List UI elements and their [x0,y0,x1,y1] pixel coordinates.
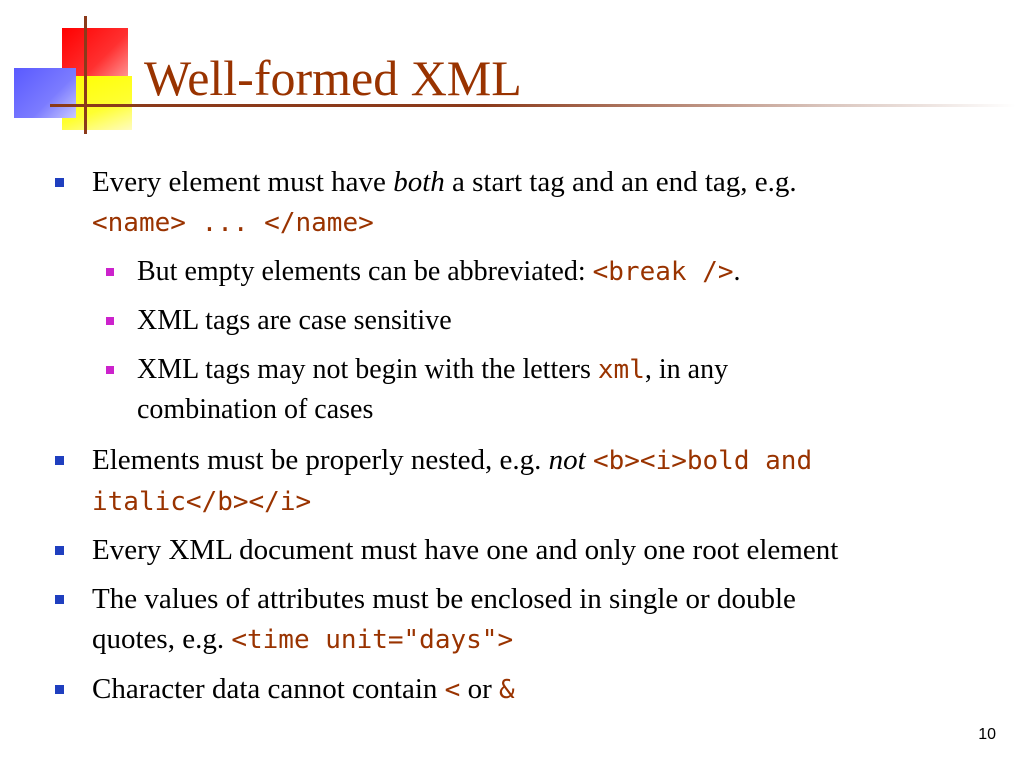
bullet-text: XML tags are case sensitive [137,305,452,336]
subbullet-marker [106,268,114,276]
emphasis-text: both [393,166,445,198]
code-sample: & [499,675,515,705]
bullet-text: The values of attributes must be enclosed in single or double [92,583,796,615]
bullet-text: . [733,256,741,287]
code-sample: < [444,675,461,705]
logo-vertical-rule [84,16,87,134]
slide-title: Well-formed XML [144,50,522,106]
bullet-text: Every element must have [92,166,394,198]
logo-blue-square [14,68,76,118]
bullet-root-element [92,530,992,570]
bullet-text: a start tag and an end tag, e.g. [444,166,797,198]
code-sample: <name> ... </name> [92,208,374,238]
bullet-text: Elements must be properly nested, e.g. [92,444,549,476]
code-sample: <time unit="days"> [231,625,514,655]
bullet-attribute-quotes [92,579,992,660]
bullet-text: quotes, e.g. [92,623,232,655]
subbullet-marker [106,317,114,325]
subbullet-case-sensitive [137,301,997,341]
code-sample: <break /> [592,257,734,287]
subbullet-marker [106,366,114,374]
code-sample: xml [597,355,645,385]
bullet-start-end-tags [92,162,992,243]
bullet-marker [55,595,64,604]
emphasis-text: not [548,444,586,476]
bullet-text: Character data cannot contain [92,673,445,705]
bullet-marker [55,546,64,555]
page-number: 10 [978,726,996,743]
bullet-text: Every XML document must have one and only one root element [92,534,839,566]
bullet-marker [55,178,64,187]
bullet-text: or [460,673,499,705]
bullet-marker [55,456,64,465]
bullet-marker [55,685,64,694]
bullet-text: But empty elements can be abbreviated: [137,256,593,287]
bullet-proper-nesting [92,440,992,522]
bullet-text: , in any [644,354,729,385]
subbullet-xml-prefix [137,350,997,430]
bullet-character-data [92,669,992,710]
code-sample: <b><i>bold and [592,446,813,476]
bullet-text: XML tags may not begin with the letters [137,354,598,385]
bullet-text: combination of cases [137,394,374,425]
subbullet-empty-elements [137,252,997,292]
code-sample: italic</b></i> [92,487,312,517]
